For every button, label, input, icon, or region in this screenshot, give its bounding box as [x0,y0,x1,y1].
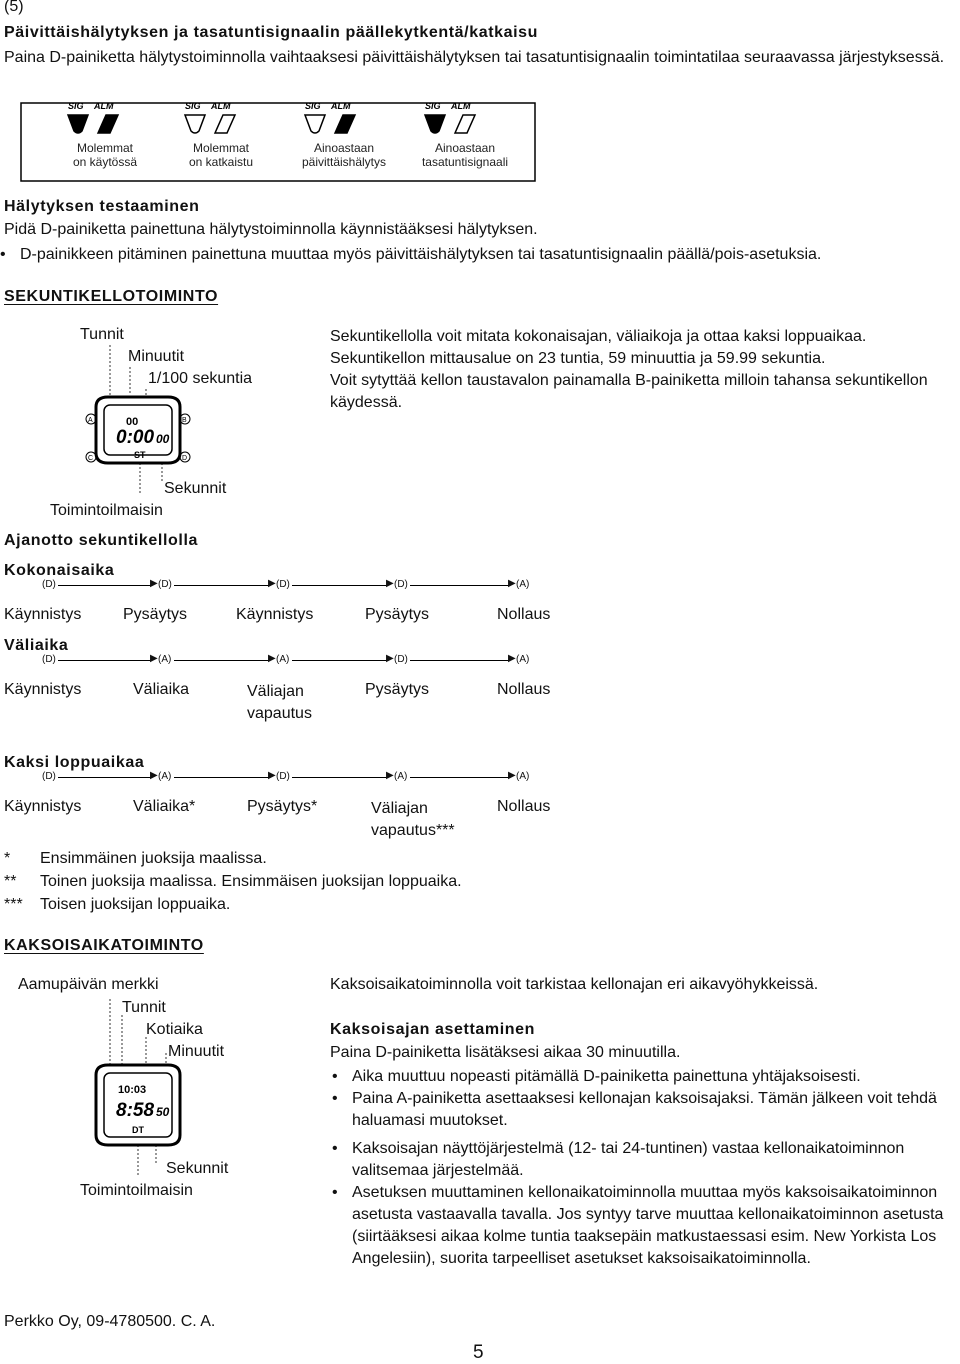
arrow-head-icon: ▶ [386,578,394,589]
arrow-head-icon: ▶ [508,578,516,589]
alarm-test-text: Pidä D-painiketta painettuna hälytystoiminnolla käynnistääksesi hälytyksen. [4,221,538,238]
step-label: Nollaus [497,606,551,623]
sequence-title: Kaksi loppuaikaa [4,754,145,771]
button-d-icon: (D) [42,771,56,782]
sequence-title: Väliaika [4,637,69,654]
sig-label: SIG [68,101,84,111]
display-main: 0:00 [116,427,155,448]
display-small: 00 [156,432,170,446]
sig-label: SIG [425,101,441,111]
button-a-icon: (A) [276,654,290,665]
footnote-text: Toisen juoksijan loppuaika. [40,896,231,913]
button-b-icon: B [182,417,187,424]
sequence-arrow [58,777,152,778]
display-top: 10:03 [118,1084,147,1096]
alarm-states-diagram [20,95,540,185]
arrow-head-icon: ▶ [386,770,394,781]
button-a-icon: (A) [158,771,172,782]
sequence-arrow [174,585,270,586]
arrow-head-icon: ▶ [508,770,516,781]
sequence-arrow [174,660,270,661]
label-seconds: Sekunnit [164,480,227,497]
display-top: 00 [126,416,139,428]
state-hourly-only [405,141,525,169]
alarm-icon [215,115,235,133]
alm-label: ALM [211,101,231,111]
label-minutes: Minuutit [168,1043,225,1060]
button-a-icon: (A) [394,771,408,782]
dualtime-bullet: • Kaksoisajan näyttöjärjestelmä (12- tai 24-tuntinen) vastaa kellonaikatoiminnon valitsemaa järjestelmää. [352,1138,952,1182]
stopwatch-watch-illustration [82,345,212,495]
desc-line: Voit sytyttää kellon taustavalon painamalla B-painiketta milloin tahansa sekuntikellon käydessä. [330,372,928,411]
button-d-icon: (D) [276,771,290,782]
dualtime-set-title: Kaksoisajan asettaminen [330,1021,535,1038]
button-a-icon: A [88,417,93,424]
button-a-icon: (A) [516,771,530,782]
sequence-arrow [410,660,510,661]
state-daily-only [284,141,404,169]
state-both-on [55,141,155,169]
label-mode-indicator: Toimintoilmaisin [80,1182,193,1199]
label-home: Kotiaika [146,1021,203,1038]
sequence-arrow [58,660,152,661]
arrow-head-icon: ▶ [268,578,276,589]
sequence-title: Kokonaisaika [4,562,115,579]
step-label: Käynnistys [236,606,314,623]
alm-label: ALM [331,101,351,111]
sequence-arrow [174,777,270,778]
state-line2: on käytössä [72,155,138,169]
step-label: Väliajan vapautus [247,683,312,722]
display-small: 50 [156,1105,170,1119]
step-label: Käynnistys [4,606,82,623]
step-label: Pysäytys [365,606,430,623]
state-line1: Ainoastaan [434,141,496,155]
alarm-icon [335,115,355,133]
button-d-icon: (D) [158,579,172,590]
footnote-mark: *** [4,896,23,913]
button-d-icon: (D) [42,654,56,665]
signal-icon [425,115,445,133]
page-number: 5 [473,1342,484,1363]
label-hours: Tunnit [80,326,124,343]
alarm-icon [98,115,118,133]
display-bottom: DT [132,1125,144,1135]
alm-label: ALM [451,101,471,111]
button-d-icon: (D) [394,654,408,665]
state-line2: on katkaistu [188,155,254,169]
button-d-icon: (D) [42,579,56,590]
sequence-arrow [292,777,388,778]
arrow-head-icon: ▶ [508,653,516,664]
stopwatch-description [330,326,955,414]
state-both-off [171,141,271,169]
page-marker: (5) [4,0,24,15]
timing-title: Ajanotto sekuntikellolla [4,532,198,549]
step-label: Käynnistys [4,681,82,698]
step-label: Väliajan vapautus*** [371,800,455,839]
label-hours: Tunnit [122,999,166,1016]
stopwatch-title: SEKUNTIKELLOTOIMINTO [4,288,219,305]
alarm-test-bullet: • D-painikkeen pitäminen painettuna muuttaa myös päivittäishälytyksen tai tasatuntisignaalin päällä/pois-asetuksia. [20,246,821,264]
signal-icon [68,115,88,133]
step-label: Väliaika [133,681,190,698]
dualtime-bullet: • Paina A-painiketta asettaaksesi kellonajan kaksoisajaksi. Tämän jälkeen voit tehdä haluamasi muutokset. [352,1088,958,1132]
sequence-arrow [410,777,510,778]
footnote-mark: * [4,850,11,867]
footnote-mark: ** [4,873,17,890]
sequence-arrow [292,660,388,661]
alarm-section-title: Päivittäishälytyksen ja tasatuntisignaalin päällekytkentä/katkaisu [4,24,539,41]
sig-label: SIG [305,101,321,111]
step-label: Nollaus [497,681,551,698]
arrow-head-icon: ▶ [386,653,394,664]
arrow-head-icon: ▶ [150,770,158,781]
step-label: Väliaika* [133,798,196,815]
step-label: Pysäytys* [247,798,318,815]
sequence-arrow [410,585,510,586]
label-pm: Aamupäivän merkki [18,976,159,993]
desc-line: Sekuntikellolla voit mitata kokonaisajan, väliaikoja ja ottaa kaksi loppuaikaa. [330,328,867,345]
desc-line: Sekuntikellon mittausalue on 23 tuntia, 59 minuuttia ja 59.99 sekuntia. [330,350,826,367]
button-a-icon: (A) [158,654,172,665]
step-label: Nollaus [497,798,551,815]
label-minutes: Minuutit [128,348,185,365]
dualtime-bullet: • Aika muuttuu nopeasti pitämällä D-painiketta painettuna yhtäjaksoisesti. [352,1066,952,1088]
button-a-icon: (A) [516,654,530,665]
arrow-head-icon: ▶ [268,770,276,781]
footnote-text: Toinen juoksija maalissa. Ensimmäisen juoksijan loppuaika. [40,873,462,890]
step-label: Pysäytys [365,681,430,698]
alm-label: ALM [94,101,114,111]
button-d-icon: (D) [394,579,408,590]
display-bottom: ST [134,450,146,460]
alarm-icon [455,115,475,133]
button-c-icon: C [88,455,94,462]
state-line2: tasatuntisignaali [421,155,509,169]
state-line1: Molemmat [192,141,249,155]
signal-icon [305,115,325,133]
alarm-test-title: Hälytyksen testaaminen [4,198,200,215]
state-line2: päivittäishälytys [301,155,387,169]
state-line1: Molemmat [76,141,133,155]
arrow-head-icon: ▶ [150,653,158,664]
footnote-text: Ensimmäinen juoksija maalissa. [40,850,267,867]
dualtime-bullet: • Asetuksen muuttaminen kellonaikatoiminnolla muuttaa myös kaksoisaikatoiminnon asetusta vastaavalla tavalla. Jos syntyy tarve muuttaa kellonaikatoiminnon asetusta (siirtääksesi aikaa kolme tuntia taaksepäin matkustaessasi esim. New Yorkista Los Angelesiin), suorita tarpeelliset asetukset kaksoisaikatoiminnolla. [352,1182,952,1270]
arrow-head-icon: ▶ [150,578,158,589]
button-a-icon: (A) [516,579,530,590]
dualtime-set-text: Paina D-painiketta lisätäksesi aikaa 30 minuutilla. [330,1044,681,1061]
state-line1: Ainoastaan [313,141,375,155]
label-mode-indicator: Toimintoilmaisin [50,502,163,519]
sequence-arrow [292,585,388,586]
label-hundredths: 1/100 sekuntia [148,370,253,387]
alarm-intro: Paina D-painiketta hälytystoiminnolla vaihtaaksesi päivittäishälytyksen tai tasatuntisignaalin toimintatilaa seuraavassa järjestyksessä. [4,49,945,66]
sequence-arrow [58,585,152,586]
button-d-icon: (D) [276,579,290,590]
button-d-icon: D [182,455,188,462]
step-label: Pysäytys [123,606,188,623]
step-label: Käynnistys [4,798,82,815]
dualtime-title: KAKSOISAIKATOIMINTO [4,937,204,954]
display-main: 8:58 [116,1100,155,1121]
arrow-head-icon: ▶ [268,653,276,664]
footer-company: Perkko Oy, 09-4780500. C. A. [4,1313,216,1330]
dualtime-watch-illustration [82,995,212,1175]
sig-label: SIG [185,101,201,111]
dualtime-intro: Kaksoisaikatoiminnolla voit tarkistaa kellonajan eri aikavyöhykkeissä. [330,976,819,993]
signal-icon [185,115,205,133]
label-seconds: Sekunnit [166,1160,229,1177]
